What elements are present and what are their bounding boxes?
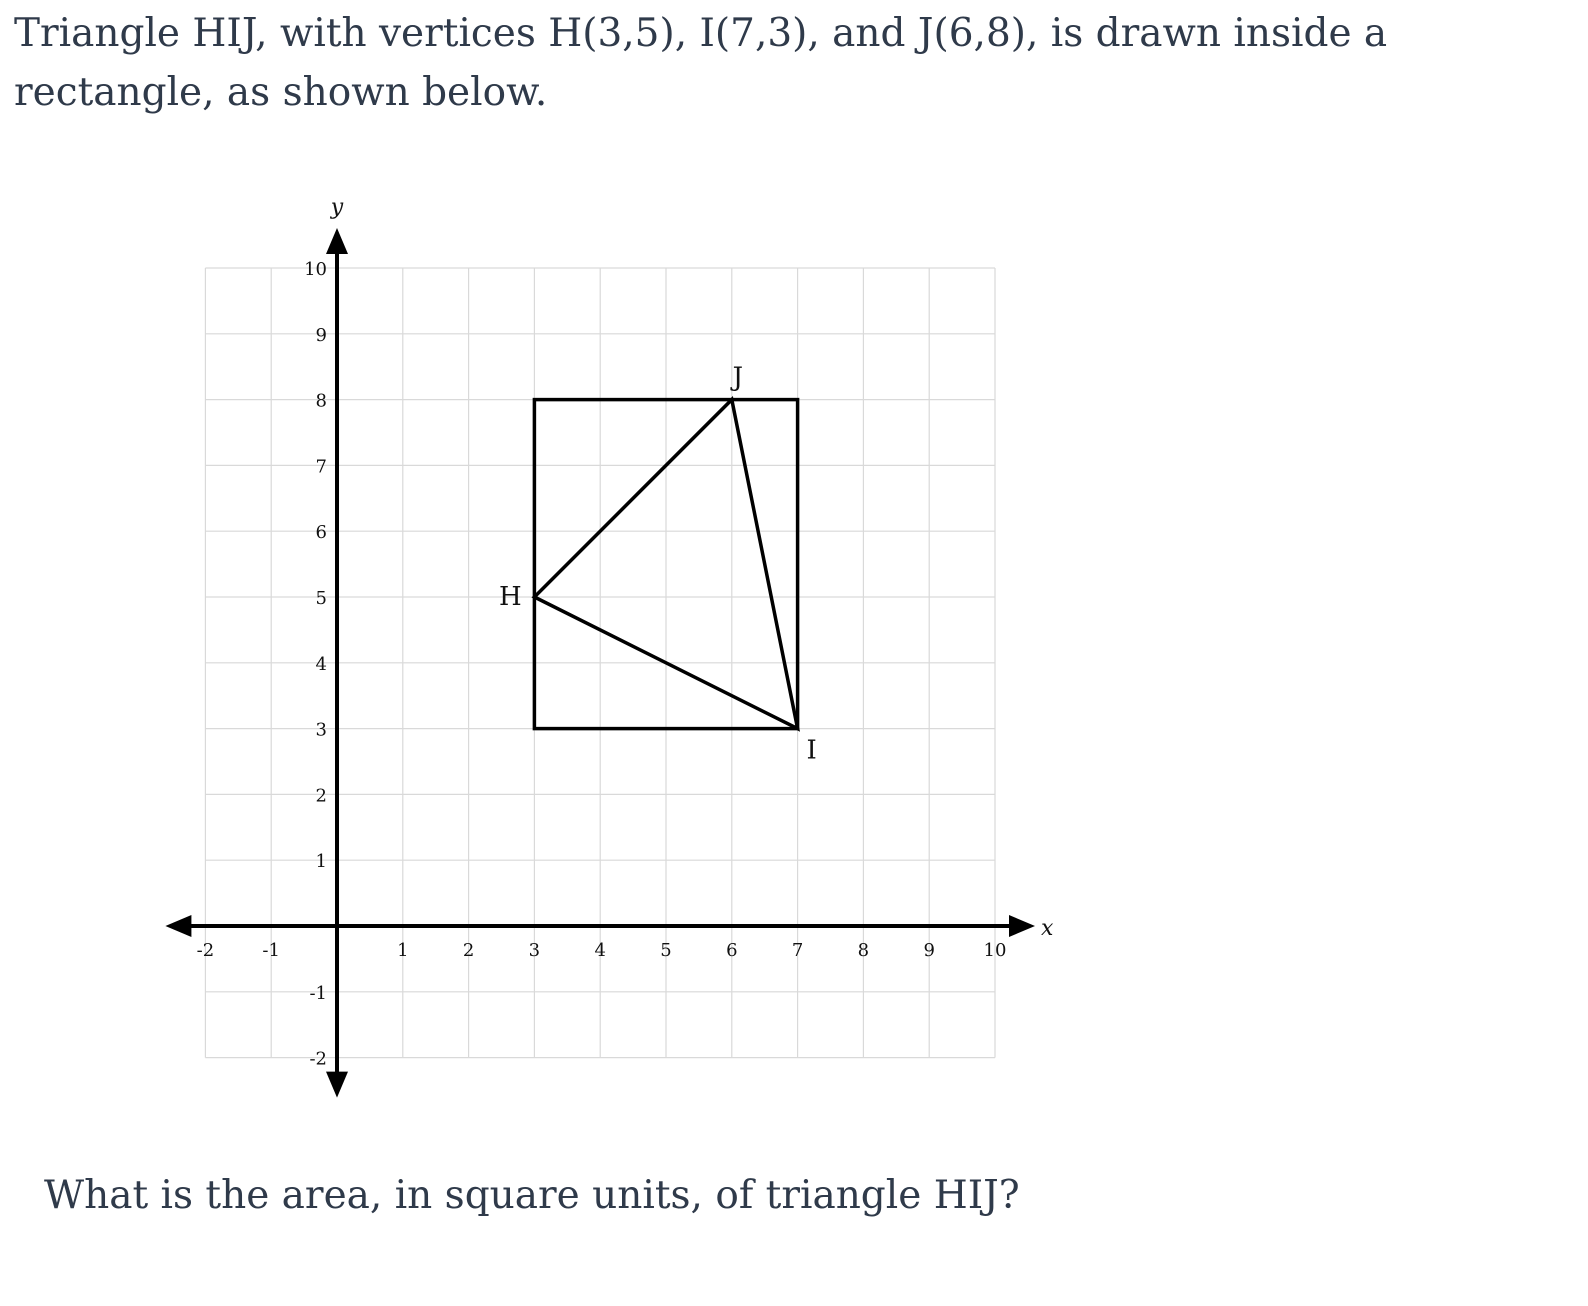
y-tick-label: 7 bbox=[315, 456, 327, 478]
y-axis-up-arrow-icon bbox=[326, 228, 348, 254]
y-tick-label: -2 bbox=[309, 1048, 327, 1070]
tick-labels bbox=[197, 195, 1054, 1070]
x-tick-label: 6 bbox=[726, 940, 738, 961]
y-tick-label: 3 bbox=[315, 719, 327, 741]
y-tick-label: 1 bbox=[315, 851, 327, 873]
x-tick-label: 2 bbox=[462, 940, 475, 961]
x-tick-label: 7 bbox=[791, 940, 804, 961]
y-tick-label: 6 bbox=[315, 522, 327, 544]
y-axis-label: y bbox=[330, 195, 344, 220]
x-tick-label: -2 bbox=[196, 940, 215, 961]
y-tick-label: 10 bbox=[304, 259, 327, 280]
y-tick-label: 8 bbox=[315, 390, 327, 412]
x-tick-label: 1 bbox=[397, 940, 409, 961]
x-tick-label: 3 bbox=[528, 940, 541, 961]
x-tick-label: 9 bbox=[923, 940, 935, 961]
vertex-label-i: I bbox=[806, 735, 817, 766]
x-tick-label: 8 bbox=[857, 940, 870, 961]
x-axis-left-arrow-icon bbox=[165, 915, 191, 937]
y-tick-label: -1 bbox=[309, 982, 327, 1004]
x-axis-label: x bbox=[1041, 916, 1054, 941]
vertex-label-h: H bbox=[499, 582, 522, 612]
question-prompt: What is the area, in square units, of triangle HIJ? bbox=[44, 1173, 1020, 1218]
x-tick-label: -1 bbox=[262, 940, 280, 961]
y-tick-label: 4 bbox=[315, 653, 327, 675]
y-tick-label: 9 bbox=[315, 324, 327, 346]
x-tick-label: 10 bbox=[983, 940, 1007, 961]
x-tick-label: 5 bbox=[660, 940, 672, 961]
x-tick-label: 4 bbox=[594, 940, 606, 961]
y-tick-label: 5 bbox=[315, 588, 327, 609]
question-intro: Triangle HIJ, with vertices H(3,5), I(7,3), and J(6,8), is drawn inside a rectangle, as shown below. bbox=[14, 11, 1388, 115]
x-axis-right-arrow-icon bbox=[1009, 915, 1035, 937]
y-axis-down-arrow-icon bbox=[326, 1072, 348, 1098]
vertex-label-j: J bbox=[732, 362, 744, 393]
y-tick-label: 2 bbox=[315, 785, 327, 807]
